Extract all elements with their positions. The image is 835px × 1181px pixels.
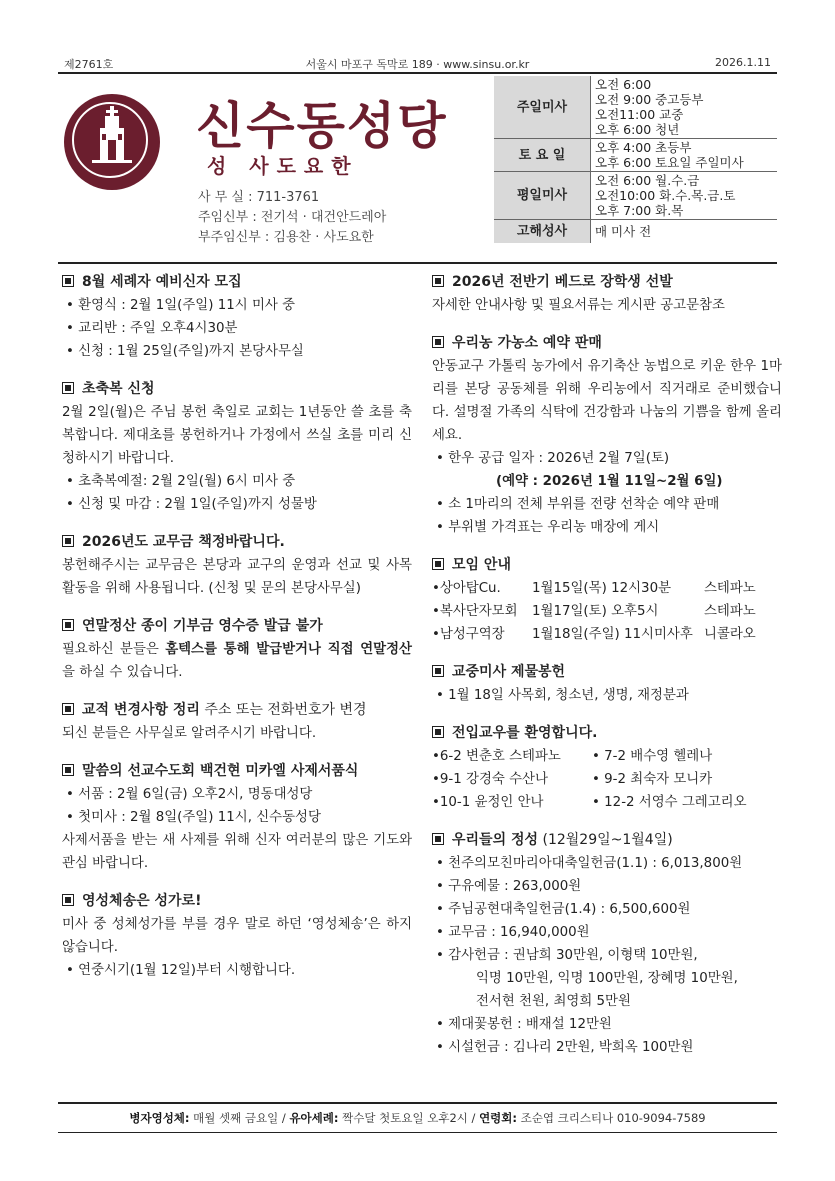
checkbox-icon	[62, 275, 74, 287]
notice-title: 영성체송은 성가로!	[62, 889, 412, 913]
schedule-row-saturday	[494, 139, 777, 172]
header-rule	[58, 262, 777, 264]
notice-candle-blessing: 초축복 신청 2월 2일(월)은 주님 봉헌 축일로 교회는 1년동안 쓸 초를 축복합니다. 제대초를 봉헌하거나 가정에서 쓰실 초를 미리 신청하시기 바랍니다. • 초축복예절: 2월 2일(월) 6시 미사 중 • 신청 및 마감 : 2월 1일(주일)까지 성물방	[62, 377, 412, 516]
left-column	[62, 270, 412, 996]
meeting-row: •상아탑Cu. 1월15일(목) 12시30분 스테파노	[432, 581, 756, 596]
office-info	[198, 188, 386, 248]
schedule-times: 매 미사 전	[591, 220, 778, 244]
meeting-row: •복사단자모회 1월17일(토) 오후5시 스테파노	[432, 604, 756, 619]
notice-record-update: 교적 변경사항 정리 주소 또는 전화번호가 변경 되신 분들은 사무실로 알려주시기 바랍니다.	[62, 698, 412, 745]
notice-offerings: 우리들의 정성 (12월29일~1월4일) • 천주의모친마리아대축일헌금(1.1) : 6,013,800원 • 구유예물 : 263,000원 • 주님공현대축일헌금(1.4) : 6,500,600원 • 교무금 : 16,940,000원 • 감사헌금 : 권남희 30만원, 이형택 10만원, 익명 10만원, 익명 100만원, 장혜명 10만원, 전서현 천원, 최영희 5만원 • 제대꽃봉헌 : 배재설 12만원 • 시설헌금 : 김나리 2만원, 박희옥 100만원	[432, 828, 782, 1059]
newcomer-row: •9-1 강경숙 수산나 • 9-2 최숙자 모니카	[432, 772, 713, 787]
schedule-label: 고해성사	[494, 220, 591, 244]
right-column	[432, 270, 782, 1073]
parish-patron: 성 사도요한	[207, 154, 359, 178]
schedule-label: 평일미사	[494, 172, 591, 220]
notice-ordination: 말씀의 선교수도회 백건현 미카엘 사제서품식 • 서품 : 2월 6일(금) 오후2시, 명동대성당 • 첫미사 : 2월 8일(주일) 11시, 신수동성당 사제서품을 받는 새 사제를 위해 신자 여러분의 많은 기도와 관심 바랍니다.	[62, 759, 412, 875]
notice-title: 우리들의 정성 (12월29일~1월4일)	[432, 828, 782, 852]
parish-seal-logo	[64, 94, 160, 190]
notice-title: 교중미사 제물봉헌	[432, 660, 782, 684]
schedule-times: 오전 6:00 오전 9:00 중고등부 오전11:00 교중 오후 6:00 청년	[595, 77, 704, 137]
notice-communion-hymn: 영성체송은 성가로! 미사 중 성체성가를 부를 경우 말로 하던 ‘영성체송’은 하지 않습니다. • 연중시기(1월 12일)부터 시행합니다.	[62, 889, 412, 982]
notice-new-parishioners	[432, 721, 782, 814]
notice-title: 8월 세례자 예비신자 모집	[62, 270, 412, 294]
schedule-row-confession	[494, 220, 777, 244]
schedule-label: 토 요 일	[494, 139, 591, 172]
issue-number: 제2761호	[64, 58, 114, 71]
notice-tax-receipt: 연말정산 종이 기부금 영수증 발급 불가 필요하신 분들은 홈텍스를 통해 발급받거나 직접 연말정산을 하실 수 있습니다.	[62, 614, 412, 684]
pastor: 주임신부 : 전기석 · 대건안드레아	[198, 210, 387, 225]
notice-title: 우리농 가농소 예약 판매	[432, 331, 782, 355]
notice-title: 초축복 신청	[62, 377, 412, 401]
schedule-row-weekday	[494, 172, 777, 220]
notice-parish-dues: 2026년도 교무금 책정바랍니다. 봉헌해주시는 교무금은 본당과 교구의 운영과 선교 및 사목활동을 위해 사용됩니다. (신청 및 문의 본당사무실)	[62, 530, 412, 600]
checkbox-icon	[432, 833, 444, 845]
schedule-times: 오후 4:00 초등부 오후 6:00 토요일 주일미사	[591, 139, 778, 172]
checkbox-icon	[432, 665, 444, 677]
notice-title: 2026년 전반기 베드로 장학생 선발	[432, 270, 782, 294]
issue-date: 2026.1.11	[715, 56, 771, 69]
schedule-times: 오전 6:00 월.수.금 오전10:00 화.수.목.금.토 오후 7:00 화.목	[591, 172, 778, 220]
schedule-label: 주일미사	[494, 76, 591, 139]
parish-title: 신수동성당	[196, 97, 448, 155]
footer-rule-top	[58, 1102, 777, 1104]
checkbox-icon	[432, 726, 444, 738]
notice-baptism: 8월 세례자 예비신자 모집 • 환영식 : 2월 1일(주일) 11시 미사 중 • 교리반 : 주일 오후4시30분 • 신청 : 1월 25일(주일)까지 본당사무실	[62, 270, 412, 363]
checkbox-icon	[432, 336, 444, 348]
notice-title: 교적 변경사항 정리 주소 또는 전화번호가 변경	[62, 698, 412, 722]
checkbox-icon	[62, 764, 74, 776]
assistant-pastor: 부주임신부 : 김용찬 · 사도요한	[198, 230, 374, 245]
checkbox-icon	[62, 894, 74, 906]
notice-title: 2026년도 교무금 책정바랍니다.	[62, 530, 412, 554]
notice-meetings	[432, 553, 782, 646]
notice-title: 전입교우를 환영합니다.	[432, 721, 782, 745]
notice-title: 모임 안내	[432, 553, 782, 577]
notice-scholarship: 2026년 전반기 베드로 장학생 선발 자세한 안내사항 및 필요서류는 게시판 공고문참조	[432, 270, 782, 317]
checkbox-icon	[432, 558, 444, 570]
address: 서울시 마포구 독막로 189 · www.sinsu.or.kr	[305, 58, 530, 71]
top-rule	[58, 72, 777, 74]
notice-title: 연말정산 종이 기부금 영수증 발급 불가	[62, 614, 412, 638]
footer-info: 병자영성체: 매월 셋째 금요일 / 유아세례: 짝수달 첫토요일 오후2시 / 연령회: 조순엽 크리스티나 010-9094-7589	[129, 1111, 706, 1125]
notice-beef-sale: 우리농 가농소 예약 판매 안동교구 가톨릭 농가에서 유기축산 농법으로 키운 한우 1마리를 본당 공동체를 위해 우리농에서 직거래로 준비했습니다. 설명절 가족의 식탁에 건강함과 나눔의 기쁨을 함께 올리세요. • 한우 공급 일자 : 2026년 2월 7일(토) (예약 : 2026년 1월 11일~2월 6일) • 소 1마리의 전체 부위를 전량 선착순 예약 판매 • 부위별 가격표는 우리농 매장에 게시	[432, 331, 782, 539]
checkbox-icon	[432, 275, 444, 287]
checkbox-icon	[62, 619, 74, 631]
meeting-row: •남성구역장 1월18일(주일) 11시미사후 니콜라오	[432, 627, 756, 642]
masthead-bar	[58, 56, 777, 72]
notice-title: 말씀의 선교수도회 백건현 미카엘 사제서품식	[62, 759, 412, 783]
footer-rule-bottom	[58, 1132, 777, 1133]
newcomer-row: •10-1 윤정인 안나 • 12-2 서영수 그레고리오	[432, 795, 747, 810]
checkbox-icon	[62, 382, 74, 394]
newcomer-row: •6-2 변춘호 스테파노 • 7-2 배수영 헬레나	[432, 749, 713, 764]
checkbox-icon	[62, 703, 74, 715]
mass-schedule-table	[494, 76, 777, 243]
checkbox-icon	[62, 535, 74, 547]
office-phone: 사 무 실 : 711-3761	[198, 190, 320, 205]
schedule-row-sunday	[494, 76, 777, 139]
church-icon	[64, 94, 160, 190]
notice-offering-mass: 교중미사 제물봉헌 • 1월 18일 사목회, 청소년, 생명, 재정분과	[432, 660, 782, 707]
